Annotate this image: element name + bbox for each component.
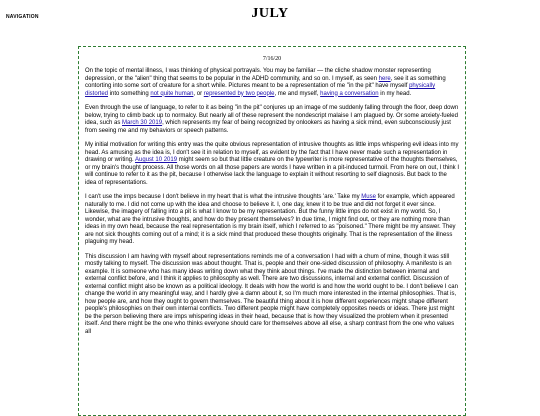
entry-text: , me and myself, <box>274 90 321 97</box>
entry-text: I can't use the imps because I don't believe in my heart that is what the intrusive thoughts 'are.' Take my <box>85 194 362 200</box>
entry-link[interactable]: Muse <box>361 194 376 200</box>
page-title: JULY <box>251 6 289 21</box>
entry-text: , see it as something contorting into some sort of creature for a short while. Pictures meant to be a representation of me "in the pit" have myself <box>85 75 446 89</box>
entry-paragraph <box>85 254 459 337</box>
entry-text: into something <box>108 90 151 97</box>
entry-text: On the topic of mental illness, I was thinking of physical portrayals. You may be familiar — the cliche shadow monster representing depression, or the "alien" thing that seems to be popular in the ADHD community, and so on. I myself, as seen <box>85 68 431 82</box>
entry-paragraph <box>85 105 459 135</box>
entry-link[interactable]: physically distorted <box>85 83 436 97</box>
entry-text: might seem so but that little creature on the typewriter is more representative of the thoughts themselves, or my brain's thought process. All those words on all those papers are words I have written in a pit-induced turmoil. From here on out, I think I will continue to refer to it as the pit, because I otherwise lack the language to explain it without resorting to self diagnosis. But back to the idea of representations. <box>85 157 459 186</box>
entry-text: in my head. <box>378 90 412 97</box>
entry-date: 7/16/20 <box>262 56 282 62</box>
entry-link[interactable]: March 30 2019 <box>122 120 163 126</box>
entry-link[interactable]: August 10 2019 <box>135 157 178 163</box>
entry-link[interactable]: here <box>378 75 391 82</box>
entry-text: for example, which appeared naturally to me. I did not come up with the idea and choose to believe it. I, one day, knew it to be true and did not forget it ever since. Likewise, the imagery of falling into a pit is what I know to be my representation. But the funny little imps do not exist in my world. So, I wonder, what are the intrusive thoughts, and how do they present themselves? In due time, I might find out, or they are nothing more than ideas in my own head, because the real representation is my brain itself, which I referred to as "poisoned." There might be my answer. They are not sick thoughts coming out of a mind; it is a sick mind that produced these thoughts originally. That is the representation of the illness plaguing my head. <box>85 194 456 245</box>
entry-paragraph <box>85 142 459 187</box>
entry-paragraph <box>85 194 459 247</box>
entry-link[interactable]: having a conversation <box>320 90 379 97</box>
entry-paragraph <box>85 68 459 98</box>
entry-text: , which represents my fear of being recognized by onlookers as having a sick mind, even subconsciously just from seeing me and my behaviors or speech patterns. <box>85 120 451 134</box>
entry-link[interactable]: not quite human <box>150 90 194 97</box>
entry-text: Even through the use of language, to refer to it as being "in the pit" conjures up an image of me suddenly falling through the floor, deep down below, trying to climb back up to normalcy. But nearly all of these represent the nondescript malaise I am plagued by. Or some anxiety-fueled idea, such as <box>85 105 459 126</box>
navigation-label[interactable]: NAVIGATION <box>6 14 39 20</box>
entry-text: My initial motivation for writing this entry was the quite obvious representation of intrusive thoughts as little imps whispering evil ideas into my head. As amusing as the idea is, I don't see it in relation to myself, as evident by the fact that I have never made such a representation in drawing or writing. <box>85 142 459 163</box>
entry-text: This discussion I am having with myself about representations reminds me of a conversation I had with a chum of mine, though it was still mostly talking to myself. The discussion was about thought. That is, people and their one-sided discussion of philosophy. A manifesto is an example. It is someone who has many ideas writing down what they think about things. I've made the distinction between internal and external conflict before, and I think it applies to philosophy as well. There are two discussions, internal and external conflict. Discussion of external conflict might also be known as a political ideology. It deals with how the world is and how the world ought to be. I don't believe I can change the world in any meaningful way, and I hardly give a damn about it, so I'm much more interested in the internal philosophies. That is, how people are, and how they ought to govern themselves. The beautiful thing about it is how different experiences might shape different people's philosophies on their own internal conflicts. Two different people might have completely opposites needs or ideas. There just might be the person believing there are imps whispering ideas in their head, because that is how they visualized the problem when it presented itself. And there might be the one who thinks everyone should care for themselves above all else, a sharp contrast from the one who values all <box>85 253 458 335</box>
entry-text: , or <box>193 90 204 97</box>
entry-link[interactable]: represented by two people <box>203 90 275 97</box>
entry-body <box>85 68 459 336</box>
journal-entry <box>78 46 466 416</box>
